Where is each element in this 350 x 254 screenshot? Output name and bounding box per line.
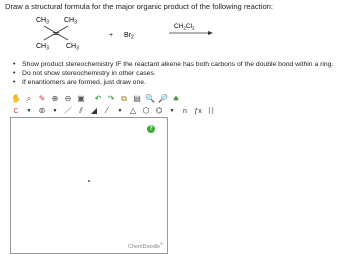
instruction-item: • If enantiomers are formed, just draw one. [22, 78, 333, 87]
cyclopropane-icon[interactable]: △ [129, 106, 137, 115]
hash-bond-icon[interactable]: ⁄ [106, 106, 108, 115]
benzene-icon[interactable]: ⌬ [155, 106, 163, 115]
eraser-icon[interactable]: ✎ [38, 94, 46, 103]
plus-sign: + [109, 32, 114, 39]
template-icon[interactable]: ▣ [77, 94, 85, 103]
zoom-in-icon[interactable]: 🔍 [145, 94, 155, 103]
charge-plus-icon[interactable]: ⊕ [51, 94, 59, 103]
instruction-item: • Do not show stereochemistry in other cases. [22, 69, 333, 78]
methyl-bottom-left: $CH_3$ [36, 43, 49, 52]
formula-tool[interactable]: ƒx [194, 107, 202, 115]
drawing-canvas[interactable] [10, 117, 168, 254]
paste-icon[interactable]: ▤ [133, 94, 141, 103]
ring-atom-icon[interactable]: ⊚ [38, 106, 46, 115]
charge-minus-icon[interactable]: ⊖ [64, 94, 72, 103]
toolbar-bottom [10, 104, 218, 118]
copy-icon[interactable]: ⧉ [121, 94, 127, 103]
question-text: Draw a structural formula for the major organic product of the following reaction: [5, 2, 274, 11]
help-button[interactable]: ? [147, 125, 155, 133]
methyl-top-right: $CH_3$ [64, 17, 77, 26]
bromine-reagent: $Br_2$ [124, 32, 134, 41]
undo-icon[interactable]: ↶ [94, 94, 102, 103]
clean-icon[interactable]: ♣ [173, 94, 179, 103]
chain-tool[interactable]: n [183, 107, 187, 115]
hand-icon[interactable]: ✋ [11, 94, 21, 103]
dropdown-arrow-icon[interactable]: ▼ [52, 107, 58, 114]
atom-tool[interactable]: C [13, 107, 19, 115]
hexagon-icon[interactable]: ⬡ [142, 106, 150, 115]
methyl-top-left: $CH_3$ [36, 17, 49, 26]
canvas-center-dot [88, 180, 90, 182]
bond-dropdown-icon[interactable]: ▼ [117, 107, 123, 114]
methyl-bottom-right: $CH_3$ [66, 43, 79, 52]
single-bond-icon[interactable]: ／ [64, 106, 72, 115]
instruction-item: • Show product stereochemistry IF the reactant alkene has both carbons of the double bond within a ring. [22, 60, 333, 69]
solvent-label: $CH_2Cl_2$ [174, 23, 195, 31]
dropdown-arrow-icon[interactable]: ▼ [26, 107, 32, 114]
ring-dropdown-icon[interactable]: ▼ [169, 107, 175, 114]
chemdoodle-watermark: ChemDoodle® [127, 241, 163, 250]
bracket-tool[interactable]: [ ] [208, 108, 214, 114]
instruction-list [22, 60, 333, 87]
redo-icon[interactable]: ↷ [107, 94, 115, 103]
double-bond-icon[interactable]: ⫽ [79, 106, 83, 115]
reaction-scheme [0, 0, 350, 60]
zoom-out-icon[interactable]: 🔎 [158, 94, 168, 103]
lasso-icon[interactable]: ⌕ [26, 94, 32, 103]
wedge-bond-icon[interactable]: ◢ [90, 106, 98, 115]
